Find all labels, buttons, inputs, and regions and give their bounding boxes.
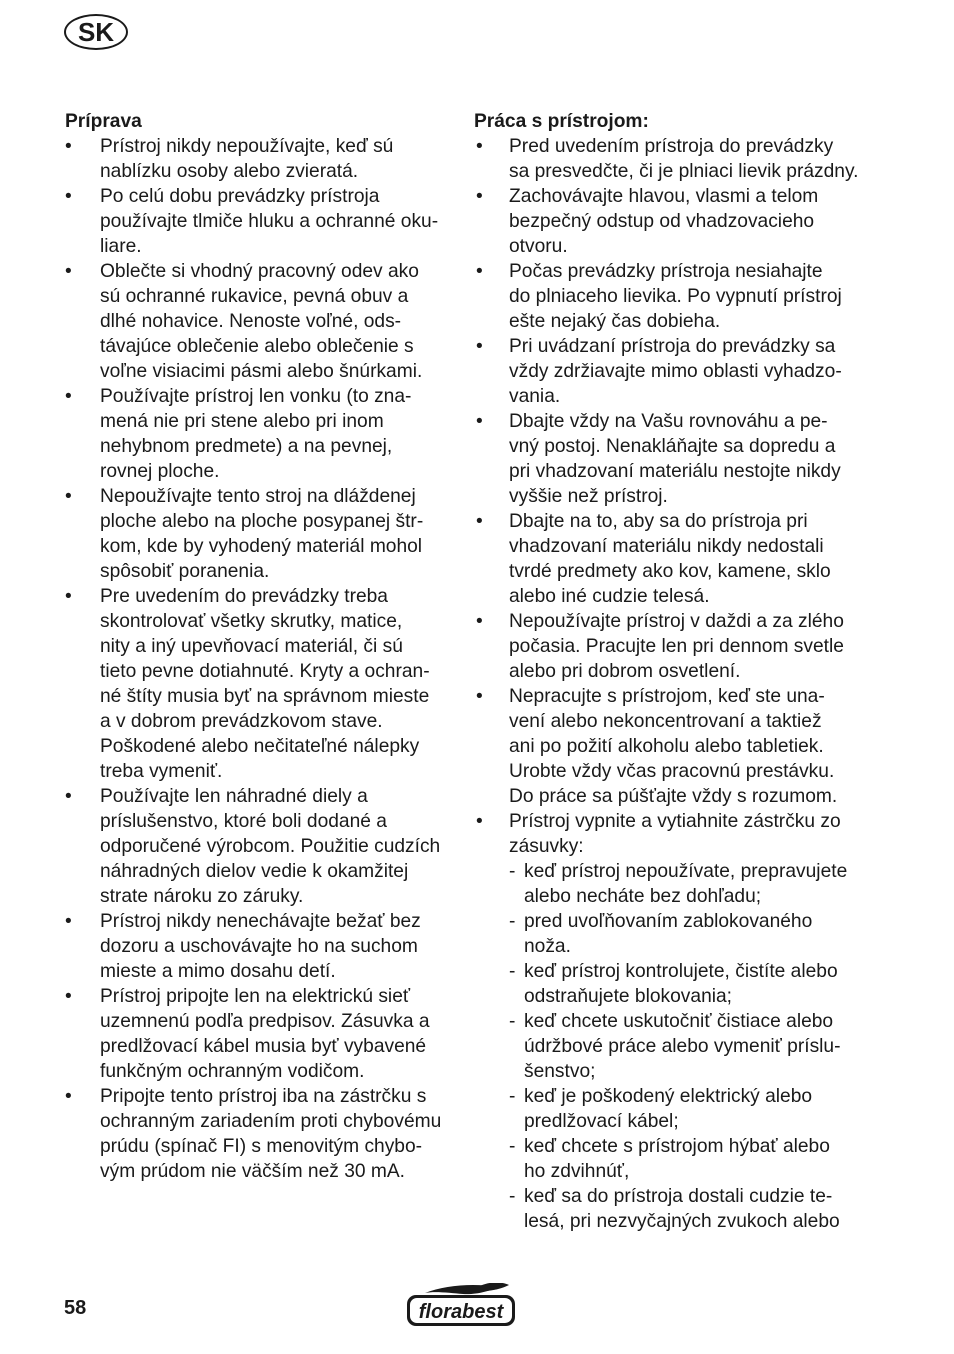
bullet-item xyxy=(474,334,864,409)
bullet-text-line: do plniaceho lievika. Po vypnutí prístroj xyxy=(509,286,842,307)
sub-text-line: keď prístroj kontrolujete, čistíte alebo xyxy=(524,961,838,982)
brand-text: florabest xyxy=(418,1301,504,1323)
bullet-text-line: nehybnom predmete) a na pevnej, xyxy=(100,436,393,457)
bullet-text-line: Počas prevádzky prístroja nesiahajte xyxy=(509,261,823,282)
bullet-item xyxy=(474,409,864,509)
bullet-text-line: mená nie pri stene alebo pri inom xyxy=(100,411,384,432)
bullet-icon: • xyxy=(476,686,483,707)
sub-item xyxy=(474,1184,864,1234)
bullet-item xyxy=(474,809,864,859)
bullet-item xyxy=(474,684,864,809)
bullet-icon: • xyxy=(476,261,483,282)
bullet-text-line: odporučené výrobcom. Použitie cudzích xyxy=(100,836,441,857)
bullet-text-line: vyššie než prístroj. xyxy=(509,486,668,507)
bullet-text-line: Poškodené alebo nečitateľné nálepky xyxy=(100,736,420,757)
sub-text-line: údržbové práce alebo vymeniť príslu- xyxy=(524,1036,841,1057)
bullet-text-line: ploche alebo na ploche posypanej štr- xyxy=(100,511,424,532)
bullet-text-line: Dbajte vždy na Vašu rovnováhu a pe- xyxy=(509,411,828,432)
bullet-icon: • xyxy=(65,786,72,807)
sub-text-line: predlžovací kábel; xyxy=(524,1111,679,1132)
bullet-text-line: Urobte vždy včas pracovnú prestávku. xyxy=(509,761,835,782)
bullet-text-line: né štíty musia byť na správnom mieste xyxy=(100,686,430,707)
bullet-item xyxy=(474,134,864,184)
bullet-item xyxy=(65,134,453,184)
bullet-icon: • xyxy=(476,136,483,157)
bullet-item xyxy=(65,184,453,259)
bullet-text-line: uzemnenú podľa predpisov. Zásuvka a xyxy=(100,1011,430,1032)
bullet-item xyxy=(65,909,453,984)
dash-marker: - xyxy=(509,861,516,882)
bullet-text-line: dozoru a uschovávajte ho na suchom xyxy=(100,936,418,957)
bullet-icon: • xyxy=(476,411,483,432)
bullet-text-line: náhradných dielov vedie k okamžitej xyxy=(100,861,409,882)
bullet-text-line: používajte tlmiče hluku a ochranné oku- xyxy=(100,211,439,232)
bullet-icon: • xyxy=(65,186,72,207)
left-bullet-list xyxy=(65,134,453,1184)
bullet-text-line: ani po požití alkoholu alebo tabletiek. xyxy=(509,736,824,757)
bullet-text-line: Pred uvedením prístroja do prevádzky xyxy=(509,136,834,157)
bullet-text-line: bezpečný odstup od vhadzovacieho xyxy=(509,211,815,232)
left-column xyxy=(65,109,453,1184)
bullet-icon: • xyxy=(476,511,483,532)
bullet-text-line: zásuvky: xyxy=(509,836,584,857)
sub-text-line: noža. xyxy=(524,936,571,957)
bullet-text-line: prúdu (spínač FI) s menovitým chybo- xyxy=(100,1136,423,1157)
bullet-text-line: Prístroj vypnite a vytiahnite zástrčku zo xyxy=(509,811,841,832)
bullet-text-line: pri vhadzovaní materiálu nestojte nikdy xyxy=(509,461,841,482)
sub-item xyxy=(474,1084,864,1134)
language-code: SK xyxy=(77,16,115,47)
bullet-text-line: vania. xyxy=(509,386,561,407)
bullet-item xyxy=(65,784,453,909)
page-number: 58 xyxy=(64,1297,87,1319)
sub-text-line: alebo necháte bez dohľadu; xyxy=(524,886,762,907)
bullet-text-line: funkčným ochranným vodičom. xyxy=(100,1061,365,1082)
dash-marker: - xyxy=(509,1186,516,1207)
bullet-text-line: Používajte prístroj len vonku (to zna- xyxy=(100,386,412,407)
bullet-text-line: sa presvedčte, či je plniaci lievik prázdny. xyxy=(509,161,859,182)
bullet-text-line: tvrdé predmety ako kov, kamene, sklo xyxy=(509,561,831,582)
bullet-text-line: otvoru. xyxy=(509,236,568,257)
sub-item xyxy=(474,1009,864,1084)
bullet-text-line: nablízku osoby alebo zvieratá. xyxy=(100,161,359,182)
bullet-text-line: príslušenstvo, ktoré boli dodané a xyxy=(100,811,387,832)
bullet-text-line: Nepracujte s prístrojom, keď ste una- xyxy=(509,686,825,707)
dash-marker: - xyxy=(509,961,516,982)
sub-text-line: ho zdvihnúť, xyxy=(524,1161,630,1182)
bullet-item xyxy=(65,259,453,384)
bullet-text-line: tieto pevne dotiahnuté. Kryty a ochran- xyxy=(100,661,430,682)
florabest-logo xyxy=(405,1283,517,1329)
bullet-text-line: skontrolovať všetky skrutky, matice, xyxy=(100,611,403,632)
bullet-text-line: spôsobiť poranenia. xyxy=(100,561,270,582)
bullet-text-line: vždy zdržiavajte mimo oblasti vyhadzo- xyxy=(509,361,842,382)
bullet-text-line: liare. xyxy=(100,236,142,257)
sub-text-line: odstraňujete blokovania; xyxy=(524,986,733,1007)
bullet-text-line: Pripojte tento prístroj iba na zástrčku s xyxy=(100,1086,427,1107)
bullet-item xyxy=(474,509,864,609)
right-column xyxy=(474,109,864,1234)
bullet-text-line: nity a iný upevňovací materiál, či sú xyxy=(100,636,403,657)
sub-text-line: keď prístroj nepoužívate, prepravujete xyxy=(524,861,848,882)
section-heading-praca: Práca s prístrojom: xyxy=(474,111,649,132)
bullet-text-line: ochranným zariadením proti chybovému xyxy=(100,1111,442,1132)
bullet-text-line: Pre uvedením do prevádzky treba xyxy=(100,586,388,607)
bullet-text-line: rovnej ploche. xyxy=(100,461,220,482)
bullet-text-line: a v dobrom prevádzkovom stave. xyxy=(100,711,383,732)
sub-text-line: keď sa do prístroja dostali cudzie te- xyxy=(524,1186,833,1207)
bullet-text-line: Zachovávajte hlavou, vlasmi a telom xyxy=(509,186,819,207)
bullet-text-line: strate nároku zo záruky. xyxy=(100,886,304,907)
sub-item xyxy=(474,859,864,909)
bullet-icon: • xyxy=(476,336,483,357)
bullet-text-line: Oblečte si vhodný pracovný odev ako xyxy=(100,261,419,282)
sub-text-line: šenstvo; xyxy=(524,1061,596,1082)
bullet-item xyxy=(474,609,864,684)
bullet-text-line: vný postoj. Nenakláňajte sa dopredu a xyxy=(509,436,836,457)
right-bullet-list xyxy=(474,134,864,859)
language-badge xyxy=(64,14,128,50)
bullet-text-line: vení alebo nekoncentrovaní a taktiež xyxy=(509,711,822,732)
bullet-icon: • xyxy=(65,911,72,932)
bullet-text-line: Dbajte na to, aby sa do prístroja pri xyxy=(509,511,808,532)
sub-text-line: pred uvoľňovaním zablokovaného xyxy=(524,911,813,932)
bullet-icon: • xyxy=(65,1086,72,1107)
bullet-icon: • xyxy=(476,811,483,832)
bullet-icon: • xyxy=(476,611,483,632)
sub-text-line: lesá, pri nezvyčajných zvukoch alebo xyxy=(524,1211,840,1232)
bullet-text-line: sú ochranné rukavice, pevná obuv a xyxy=(100,286,409,307)
bullet-icon: • xyxy=(65,386,72,407)
bullet-icon: • xyxy=(65,261,72,282)
sub-text-line: keď chcete s prístrojom hýbať alebo xyxy=(524,1136,830,1157)
section-heading-priprava: Príprava xyxy=(65,111,142,132)
bullet-text-line: kom, kde by vyhodený materiál mohol xyxy=(100,536,423,557)
sub-text-line: keď chcete uskutočniť čistiace alebo xyxy=(524,1011,834,1032)
bullet-item xyxy=(474,184,864,259)
bullet-text-line: predlžovací kábel musia byť vybavené xyxy=(100,1036,427,1057)
bullet-text-line: vhadzovaní materiálu nikdy nedostali xyxy=(509,536,824,557)
sub-text-line: keď je poškodený elektrický alebo xyxy=(524,1086,813,1107)
bullet-text-line: počasia. Pracujte len pri dennom svetle xyxy=(509,636,844,657)
bullet-item xyxy=(65,1084,453,1184)
right-sub-list xyxy=(474,859,864,1234)
bullet-text-line: Prístroj nikdy nepoužívajte, keď sú xyxy=(100,136,394,157)
bullet-text-line: alebo pri dobrom osvetlení. xyxy=(509,661,741,682)
bullet-text-line: dlhé nohavice. Nenoste voľné, ods- xyxy=(100,311,402,332)
bullet-text-line: alebo iné cudzie telesá. xyxy=(509,586,710,607)
bullet-text-line: voľne visiacimi pásmi alebo šnúrkami. xyxy=(100,361,423,382)
bullet-item xyxy=(474,259,864,334)
bullet-text-line: Prístroj pripojte len na elektrickú sieť xyxy=(100,986,411,1007)
sub-item xyxy=(474,909,864,959)
dash-marker: - xyxy=(509,1011,516,1032)
bullet-icon: • xyxy=(65,486,72,507)
bullet-item xyxy=(65,584,453,784)
bullet-text-line: Pri uvádzaní prístroja do prevádzky sa xyxy=(509,336,836,357)
bullet-text-line: ešte nejaký čas dobieha. xyxy=(509,311,721,332)
bullet-icon: • xyxy=(476,186,483,207)
bullet-item xyxy=(65,484,453,584)
bullet-item xyxy=(65,384,453,484)
bullet-icon: • xyxy=(65,986,72,1007)
bullet-text-line: Do práce sa púšťajte vždy s rozumom. xyxy=(509,786,838,807)
bullet-text-line: Prístroj nikdy nenechávajte bežať bez xyxy=(100,911,421,932)
bullet-text-line: Nepoužívajte tento stroj na dláždenej xyxy=(100,486,416,507)
dash-marker: - xyxy=(509,1136,516,1157)
bullet-text-line: Po celú dobu prevádzky prístroja xyxy=(100,186,380,207)
sub-item xyxy=(474,1134,864,1184)
bullet-text-line: mieste a mimo dosahu detí. xyxy=(100,961,336,982)
bullet-text-line: távajúce oblečenie alebo oblečenie s xyxy=(100,336,414,357)
bullet-icon: • xyxy=(65,586,72,607)
dash-marker: - xyxy=(509,1086,516,1107)
bullet-text-line: Nepoužívajte prístroj v daždi a za zlého xyxy=(509,611,844,632)
dash-marker: - xyxy=(509,911,516,932)
bullet-icon: • xyxy=(65,136,72,157)
bullet-text-line: Používajte len náhradné diely a xyxy=(100,786,368,807)
bullet-text-line: vým prúdom nie väčším než 30 mA. xyxy=(100,1161,405,1182)
bullet-item xyxy=(65,984,453,1084)
sub-item xyxy=(474,959,864,1009)
bullet-text-line: treba vymeniť. xyxy=(100,761,223,782)
